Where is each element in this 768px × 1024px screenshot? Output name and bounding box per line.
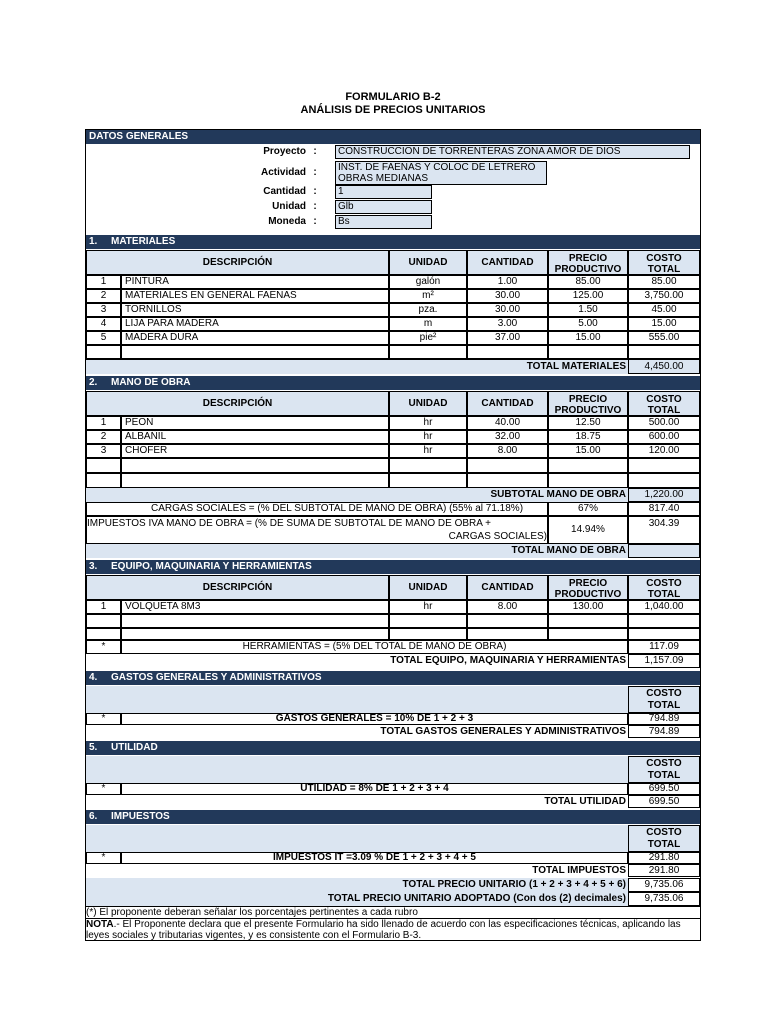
equipo-herr-value: 117.09 (628, 640, 700, 654)
impuestos-total-label: TOTAL IMPUESTOS (532, 865, 626, 876)
form-subtitle: ANÁLISIS DE PRECIOS UNITARIOS (300, 104, 486, 116)
materiales-row-num: 5 (86, 331, 121, 345)
materiales-row-total: 555.00 (628, 331, 700, 345)
mano-row-unit: hr (389, 430, 467, 444)
note-bold: NOTA (86, 919, 114, 930)
precio-line: PRECIO (568, 394, 608, 405)
costo-line: COSTO (646, 827, 682, 838)
impuestos-header (86, 810, 700, 824)
materiales-row-qty: 30.00 (467, 289, 548, 303)
equipo-row-num: 1 (86, 600, 121, 614)
field-colon: : (313, 201, 317, 212)
mano-empty-row-unit (389, 458, 467, 473)
mano-header (86, 376, 700, 390)
costo-line: TOTAL (647, 264, 681, 275)
total-adopted-value: 9,735.06 (628, 892, 700, 906)
total-unit-value: 9,735.06 (628, 878, 700, 892)
gastos-line-value: 794.89 (628, 713, 700, 725)
field-label: Actividad (260, 167, 306, 178)
utilidad-col-costo (628, 756, 700, 783)
impuestos-total-value: 291.80 (628, 864, 700, 877)
gastos-band (86, 686, 700, 713)
mano-cargas-value: 817.40 (628, 502, 700, 516)
materiales-row-price: 125.00 (548, 289, 628, 303)
precio-line: PRODUCTIVO (554, 589, 622, 600)
mano-empty-row-desc (121, 458, 389, 473)
materiales-empty-row-total (628, 345, 700, 359)
gastos-total-value: 794.89 (628, 725, 700, 738)
materiales-header-number: 1. (89, 236, 98, 247)
datos-header (86, 130, 700, 144)
mano-empty-row-price (548, 458, 628, 473)
equipo-col-cantidad: CANTIDAD (467, 575, 548, 600)
materiales-empty-row-num (86, 345, 121, 359)
equipo-header (86, 560, 700, 574)
costo-line: TOTAL (647, 839, 681, 850)
mano-iva-label (86, 516, 548, 544)
note-asterisk: (*) El proponente deberan señalar los porcentajes pertinentes a cada rubro (86, 906, 700, 918)
field-label: Unidad (272, 201, 306, 212)
field-label: Proyecto (263, 146, 306, 157)
materiales-empty-row-desc (121, 345, 389, 359)
equipo-col-costo (628, 575, 700, 600)
materiales-header-label: MATERIALES (111, 236, 176, 247)
mano-total-label: TOTAL MANO DE OBRA (511, 545, 626, 556)
field-colon: : (313, 146, 317, 157)
mano-row-qty: 32.00 (467, 430, 548, 444)
total-unit-label: TOTAL PRECIO UNITARIO (1 + 2 + 3 + 4 + 5 + 6) (402, 879, 626, 890)
field-label: Moneda (268, 216, 306, 227)
utilidad-total-label: TOTAL UTILIDAD (544, 796, 626, 807)
total-adopted-label: TOTAL PRECIO UNITARIO ADOPTADO (Con dos (2) decimales) (327, 893, 626, 904)
mano-iva-value: 304.39 (628, 516, 700, 544)
materiales-col-precio (548, 250, 628, 275)
materiales-row-num: 3 (86, 303, 121, 317)
utilidad-header (86, 741, 700, 755)
field-value-line: OBRAS MEDIANAS (338, 173, 429, 184)
materiales-empty-row-qty (467, 345, 548, 359)
precio-line: PRODUCTIVO (554, 264, 622, 275)
materiales-row-qty: 37.00 (467, 331, 548, 345)
materiales-col-costo (628, 250, 700, 275)
note-main (86, 918, 700, 942)
impuestos-col-costo (628, 825, 700, 852)
equipo-empty-row-unit (389, 614, 467, 628)
materiales-row-price: 1.50 (548, 303, 628, 317)
mano-row-total: 500.00 (628, 416, 700, 430)
equipo-empty-row-price (548, 614, 628, 628)
costo-line: COSTO (646, 253, 682, 264)
equipo-total-label: TOTAL EQUIPO, MAQUINARIA Y HERRAMIENTAS (390, 655, 626, 666)
equipo-empty-row-num (86, 628, 121, 640)
materiales-row-total: 45.00 (628, 303, 700, 317)
mano-empty-row-price (548, 473, 628, 488)
materiales-row-total: 15.00 (628, 317, 700, 331)
precio-line: PRECIO (568, 578, 608, 589)
equipo-herr-label: HERRAMIENTAS = (5% DEL TOTAL DE MANO DE OBRA) (121, 640, 628, 654)
mano-row-total: 600.00 (628, 430, 700, 444)
costo-line: TOTAL (647, 700, 681, 711)
equipo-empty-row-price (548, 628, 628, 640)
mano-row-price: 12.50 (548, 416, 628, 430)
equipo-col-descripcion: DESCRIPCIÓN (86, 575, 389, 600)
impuestos-band (86, 825, 700, 852)
field-colon: : (313, 186, 317, 197)
utilidad-mark: * (86, 783, 121, 795)
materiales-row-unit: m² (389, 289, 467, 303)
utilidad-band (86, 756, 700, 783)
analysis-form (85, 129, 701, 941)
precio-line: PRODUCTIVO (554, 405, 622, 416)
mano-row-num: 2 (86, 430, 121, 444)
gastos-header-label: GASTOS GENERALES Y ADMINISTRATIVOS (111, 672, 322, 683)
mano-row-unit: hr (389, 416, 467, 430)
field-value-line: INST. DE FAENAS Y COLOC DE LETRERO (338, 162, 536, 173)
field-value: CONSTRUCCION DE TORRENTERAS ZONA AMOR DE DIOS (335, 145, 690, 159)
mano-col-cantidad: CANTIDAD (467, 391, 548, 416)
materiales-empty-row-unit (389, 345, 467, 359)
mano-iva-line: CARGAS SOCIALES) (448, 531, 547, 542)
materiales-total-label: TOTAL MATERIALES (526, 361, 626, 372)
materiales-total-value: 4,450.00 (628, 359, 700, 374)
field-colon: : (313, 216, 317, 227)
utilidad-header-label: UTILIDAD (111, 742, 158, 753)
equipo-col-unidad: UNIDAD (389, 575, 467, 600)
materiales-row-unit: pie² (389, 331, 467, 345)
impuestos-line-value: 291.80 (628, 852, 700, 864)
mano-col-unidad: UNIDAD (389, 391, 467, 416)
materiales-row-desc: PINTURA (121, 275, 389, 289)
mano-empty-row-qty (467, 458, 548, 473)
materiales-row-desc: LIJA PARA MADERA (121, 317, 389, 331)
materiales-row-num: 4 (86, 317, 121, 331)
materiales-row-desc: TORNILLOS (121, 303, 389, 317)
materiales-row-qty: 3.00 (467, 317, 548, 331)
mano-empty-row-num (86, 473, 121, 488)
impuestos-header-number: 6. (89, 811, 98, 822)
mano-row-desc: PEON (121, 416, 389, 430)
gastos-col-costo (628, 686, 700, 713)
equipo-empty-row-qty (467, 628, 548, 640)
materiales-row-unit: pza. (389, 303, 467, 317)
equipo-row-unit: hr (389, 600, 467, 614)
mano-col-precio (548, 391, 628, 416)
equipo-row-desc: VOLQUETA 8M3 (121, 600, 389, 614)
mano-empty-row-total (628, 458, 700, 473)
field-value: Bs (335, 215, 432, 229)
mano-empty-row-qty (467, 473, 548, 488)
materiales-row-price: 85.00 (548, 275, 628, 289)
utilidad-line-label: UTILIDAD = 8% DE 1 + 2 + 3 + 4 (121, 783, 628, 795)
equipo-col-precio (548, 575, 628, 600)
mano-iva-pct: 14.94% (548, 516, 628, 544)
gastos-line-label: GASTOS GENERALES = 10% DE 1 + 2 + 3 (121, 713, 628, 725)
materiales-row-num: 1 (86, 275, 121, 289)
mano-iva-line: IMPUESTOS IVA MANO DE OBRA = (% DE SUMA DE SUBTOTAL DE MANO DE OBRA + (87, 518, 491, 529)
equipo-row-price: 130.00 (548, 600, 628, 614)
equipo-total-value: 1,157.09 (628, 654, 700, 668)
materiales-row-price: 15.00 (548, 331, 628, 345)
gastos-header-number: 4. (89, 672, 98, 683)
mano-empty-row-unit (389, 473, 467, 488)
mano-row-num: 1 (86, 416, 121, 430)
impuestos-header-label: IMPUESTOS (111, 811, 170, 822)
mano-empty-row-desc (121, 473, 389, 488)
utilidad-total-value: 699.50 (628, 795, 700, 808)
mano-col-descripcion: DESCRIPCIÓN (86, 391, 389, 416)
field-value (335, 161, 547, 185)
materiales-col-unidad: UNIDAD (389, 250, 467, 275)
field-value: 1 (335, 185, 432, 199)
mano-row-total: 120.00 (628, 444, 700, 458)
equipo-empty-row-unit (389, 628, 467, 640)
mano-subtotal-label: SUBTOTAL MANO DE OBRA (490, 489, 626, 500)
materiales-col-cantidad: CANTIDAD (467, 250, 548, 275)
materiales-row-qty: 30.00 (467, 303, 548, 317)
gastos-mark: * (86, 713, 121, 725)
equipo-row-total: 1,040.00 (628, 600, 700, 614)
mano-row-desc: CHOFER (121, 444, 389, 458)
mano-row-desc: ALBAÑIL (121, 430, 389, 444)
mano-row-price: 15.00 (548, 444, 628, 458)
costo-line: TOTAL (647, 770, 681, 781)
equipo-herr-mark: * (86, 640, 121, 654)
datos-header-label: DATOS GENERALES (89, 131, 189, 142)
gastos-header (86, 671, 700, 685)
costo-line: TOTAL (647, 405, 681, 416)
materiales-row-desc: MADERA DURA (121, 331, 389, 345)
equipo-empty-row-qty (467, 614, 548, 628)
mano-empty-row-num (86, 458, 121, 473)
utilidad-header-number: 5. (89, 742, 98, 753)
equipo-empty-row-total (628, 628, 700, 640)
materiales-row-price: 5.00 (548, 317, 628, 331)
equipo-empty-row-desc (121, 628, 389, 640)
equipo-empty-row-num (86, 614, 121, 628)
materiales-row-total: 85.00 (628, 275, 700, 289)
materiales-row-unit: galón (389, 275, 467, 289)
materiales-col-descripcion: DESCRIPCIÓN (86, 250, 389, 275)
equipo-row-qty: 8.00 (467, 600, 548, 614)
mano-header-label: MANO DE OBRA (111, 377, 191, 388)
equipo-empty-row-total (628, 614, 700, 628)
mano-empty-row-total (628, 473, 700, 488)
note-text: .- El Proponente declara que el presente Formulario ha sido llenado de acuerdo con las especificaciones técnicas, aplicando las (113, 919, 681, 930)
materiales-empty-row-price (548, 345, 628, 359)
mano-row-unit: hr (389, 444, 467, 458)
field-label: Cantidad (263, 186, 306, 197)
mano-row-price: 18.75 (548, 430, 628, 444)
mano-row-num: 3 (86, 444, 121, 458)
equipo-header-number: 3. (89, 561, 98, 572)
utilidad-line-value: 699.50 (628, 783, 700, 795)
mano-subtotal-value: 1,220.00 (628, 488, 700, 502)
impuestos-mark: * (86, 852, 121, 864)
costo-line: COSTO (646, 394, 682, 405)
mano-total-value (628, 544, 700, 558)
note-text-line2: leyes sociales y tributarias vigentes, y es consistente con el Formulario B-3. (86, 930, 422, 941)
mano-cargas-label: CARGAS SOCIALES = (% DEL SUBTOTAL DE MANO DE OBRA) (55% al 71.18%) (86, 502, 548, 516)
impuestos-line-label: IMPUESTOS IT =3.09 % DE 1 + 2 + 3 + 4 + 5 (121, 852, 628, 864)
mano-row-qty: 40.00 (467, 416, 548, 430)
materiales-row-total: 3,750.00 (628, 289, 700, 303)
costo-line: COSTO (646, 578, 682, 589)
field-value: Glb (335, 200, 432, 214)
precio-line: PRECIO (568, 253, 608, 264)
materiales-header (86, 235, 700, 249)
mano-col-costo (628, 391, 700, 416)
costo-line: COSTO (646, 758, 682, 769)
mano-row-qty: 8.00 (467, 444, 548, 458)
equipo-header-label: EQUIPO, MAQUINARIA Y HERRAMIENTAS (111, 561, 312, 572)
mano-header-number: 2. (89, 377, 98, 388)
equipo-empty-row-desc (121, 614, 389, 628)
materiales-row-desc: MATERIALES EN GENERAL FAENAS (121, 289, 389, 303)
costo-line: COSTO (646, 688, 682, 699)
form-title: FORMULARIO B-2 (345, 91, 441, 103)
gastos-total-label: TOTAL GASTOS GENERALES Y ADMINISTRATIVOS (380, 726, 626, 737)
materiales-row-qty: 1.00 (467, 275, 548, 289)
mano-cargas-pct: 67% (548, 502, 628, 516)
materiales-row-num: 2 (86, 289, 121, 303)
materiales-row-unit: m (389, 317, 467, 331)
costo-line: TOTAL (647, 589, 681, 600)
field-colon: : (313, 167, 317, 178)
